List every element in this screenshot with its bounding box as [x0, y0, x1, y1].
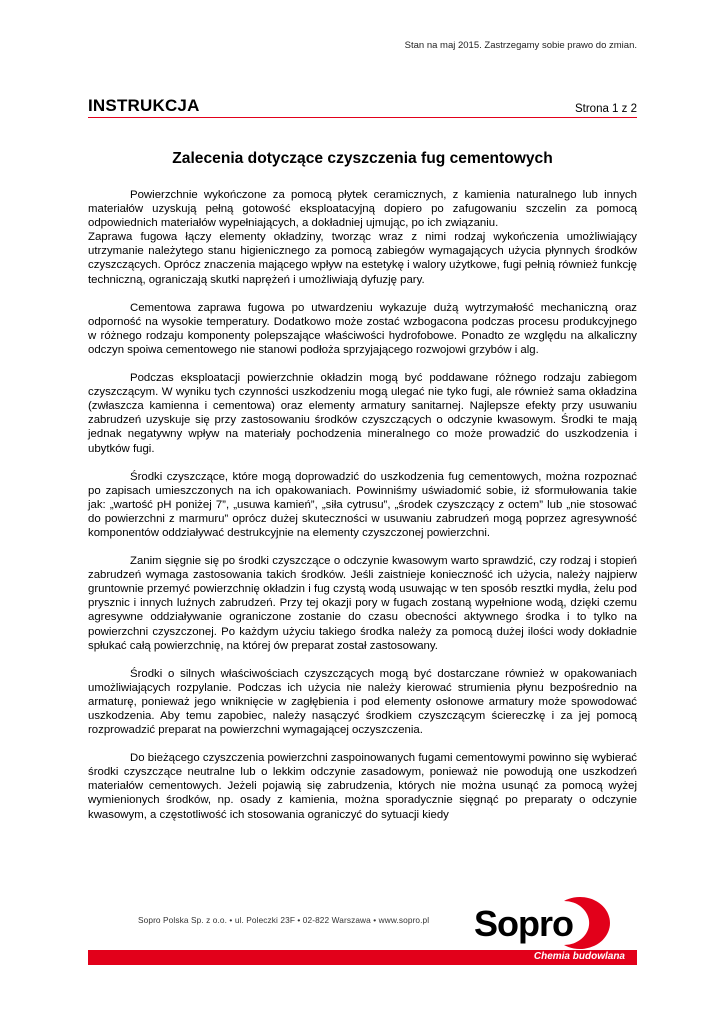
- sopro-logo: [472, 893, 612, 953]
- paragraph-cement-grout: Cementowa zaprawa fugowa po utwardzeniu wykazuje dużą wytrzymałość mechaniczną oraz odporność na wysokie temperatury. Dodatkowo może zostać wzbogacona podczas procesu produkcyjnego w różnego rodzaju komponenty polepszające właściwości hydrofobowe. Ponadto ze względu na alkaliczny odczyn spoiwa cementowego nie stanowi podłoża sprzyjającego rozwojowi grzybów i alg.: [88, 301, 637, 356]
- paragraph-grout-function: Zaprawa fugowa łączy elementy okładziny, tworząc wraz z nimi rodzaj wykończenia umożliwiający utrzymanie należytego stanu higienicznego za pomocą zabiegów wymagających użycia płynnych środków czyszczących. Oprócz znaczenia mającego wpływ na estetykę i walory użytkowe, fugi pełnią również funkcję techniczną, ograniczają skutki naprężeń i umożliwiają dyfuzję pary.: [88, 231, 637, 286]
- paragraph-intro: Powierzchnie wykończone za pomocą płytek ceramicznych, z kamienia naturalnego lub innych materiałów uzyskują pełną gotowość eksploatacyjną dopiero po zafugowaniu szczelin za pomocą odpowiednich materiałów wypełniających, a dokładniej ujmując, po ich związaniu.: [88, 189, 637, 230]
- document-title: Zalecenia dotyczące czyszczenia fug cementowych: [172, 150, 553, 167]
- paragraph-daily-cleaning: Do bieżącego czyszczenia powierzchni zaspoinowanych fugami cementowymi powinno się wybierać środki czyszczące neutralne lub o lekkim odczynie zasadowym, ponieważ nie powodują one uszkodzeń materiałów cementowych. Jeżeli pojawią się zabrudzenia, których nie można usunąć za pomocą wyżej wymienionych środków, np. osady z kamienia, można sporadycznie sięgnąć po preparaty o odczynie kwasowym, a częstotliwość ich stosowania ograniczyć do sytuacji kiedy: [88, 752, 637, 821]
- logo-wordmark: Sopro: [474, 903, 573, 944]
- footer-tagline: Chemia budowlana: [533, 951, 625, 962]
- paragraph-acid-use: Zanim sięgnie się po środki czyszczące o odczynie kwasowym warto sprawdzić, czy rodzaj i stopień zabrudzeń wymaga zastosowania takich środków. Jeśli zaistnieje konieczność ich użycia, należy najpierw gruntownie przemyć powierzchnię okładzin i fug czystą wodą usuwając w ten sposób resztki mydła, żelu pod prysznic i innych luźnych zabrudzeń. Przy tej okazji pory w fugach zostaną wypełnione wodą, dzięki czemu agresywne oddziaływanie ograniczone zostanie do czasu obecności aktywnego środka i to tylko na powierzchni czyszczonej. Po każdym użyciu takiego środka należy za pomocą dużej ilości wody dokładnie spłukać całą powierzchnię, na której ów preparat został zastosowany.: [88, 555, 637, 652]
- paragraph-sprays: Środki o silnych właściwościach czyszczących mogą być dostarczane również w opakowaniach umożliwiających rozpylanie. Podczas ich użycia nie należy kierować strumienia płynu bezpośrednio na armaturę, ponieważ jego wniknięcie w zagłębienia i pod elementy osłonowe armatury może spowodować uszkodzenia. Aby temu zapobiec, należy nasączyć środkiem czyszczącym ściereczkę i za jej pomocą rozprowadzić preparat na powierzchni wymagającej oczyszczenia.: [88, 667, 637, 737]
- paragraph-cleaning: Podczas eksploatacji powierzchnie okładzin mogą być poddawane różnego rodzaju zabiegom czyszczącym. W wyniku tych czynności uszkodzeniu mogą ulegać nie tyko fugi, ale również sama okładzina (zwłaszcza kamienna i cementowa) oraz elementy armatury sanitarnej. Najlepsze efekty przy usuwaniu zabrudzeń uzyskuje się przy zastosowaniu środków czyszczących o odczynie kwasowym. Środki te mają jednak negatywny wpływ na materiały pochodzenia mineralnego co może prowadzić do uszkodzenia i ubytków fugi.: [88, 372, 637, 455]
- revision-note: Stan na maj 2015. Zastrzegamy sobie prawo do zmian.: [404, 40, 637, 51]
- company-contact: Sopro Polska Sp. z o.o. • ul. Poleczki 23F • 02-822 Warszawa • www.sopro.pl: [138, 915, 430, 925]
- document-body: [88, 188, 637, 836]
- paragraph-detergents: Środki czyszczące, które mogą doprowadzić do uszkodzenia fug cementowych, można rozpoznać po zapisach umieszczonych na ich opakowaniach. Powinniśmy uświadomić sobie, iż sformułowania takie jak: „wartość pH poniżej 7”, „usuwa kamień”, „siła cytrusu”, „środek czyszczący z octem” lub „nie stosować do powierzchni z marmuru” oprócz dużej skuteczności w usuwaniu zabrudzeń mogą poprzez agresywność komponentów oddziaływać destrukcyjnie na elementy czyszczonej powierzchni.: [88, 470, 637, 539]
- header-title: INSTRUKCJA: [88, 96, 200, 115]
- page-number: Strona 1 z 2: [574, 103, 637, 115]
- document-header: [88, 97, 637, 118]
